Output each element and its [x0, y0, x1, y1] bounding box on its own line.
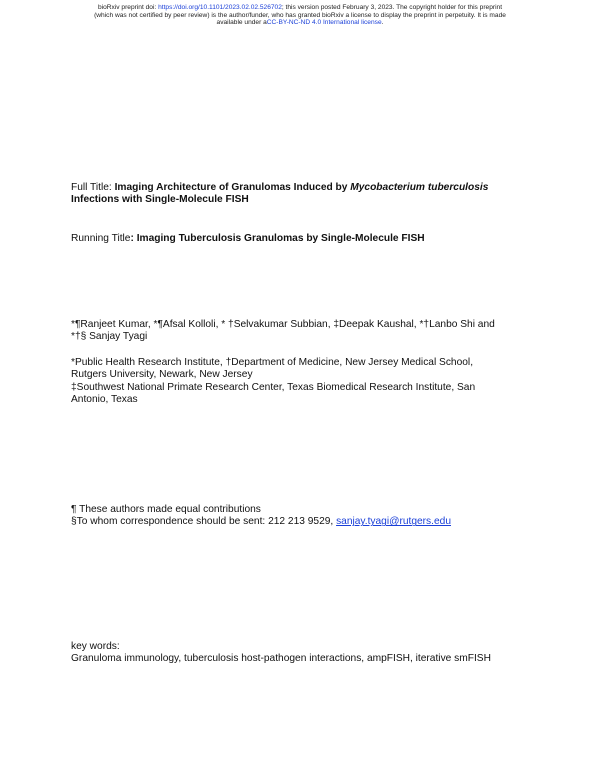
running-title-text: : Imaging Tuberculosis Granulomas by Single-Molecule FISH: [130, 233, 425, 244]
preprint-notice: [40, 4, 560, 27]
email-link[interactable]: sanjay.tyagi@rutgers.edu: [336, 516, 451, 528]
keywords: [71, 641, 541, 666]
author-line-2: *†§ Sanjay Tyagi: [71, 331, 148, 343]
preprint-notice-line-2: (which was not certified by peer review) is the author/funder, who has granted bioRxiv a license to display the preprint in perpetuity. It is made: [94, 11, 506, 19]
full-title-line-1: Full Title: Imaging Architecture of Granulomas Induced by Mycobacterium tuberculosis: [71, 182, 489, 193]
keywords-text: Granuloma immunology, tuberculosis host-pathogen interactions, ampFISH, iterative smFISH: [71, 653, 491, 665]
affiliation-line-4: Antonio, Texas: [71, 394, 138, 406]
preprint-notice-line-3: available under aCC-BY-NC-ND 4.0 International license.: [216, 19, 384, 27]
equal-contribution-note: ¶ These authors made equal contributions: [71, 504, 261, 515]
running-title: [71, 233, 541, 245]
author-notes: [71, 504, 541, 529]
full-title-label: Full Title:: [71, 182, 115, 193]
author-line-1: *¶Ranjeet Kumar, *¶Afsal Kolloli, * †Selvakumar Subbian, ‡Deepak Kaushal, *†Lanbo Shi and: [71, 319, 495, 330]
license-link[interactable]: CC-BY-NC-ND 4.0 International license: [266, 19, 382, 27]
affiliation-line-2: Rutgers University, Newark, New Jersey: [71, 369, 253, 381]
affiliation-line-3: ‡Southwest National Primate Research Center, Texas Biomedical Research Institute, San: [71, 381, 476, 393]
author-list: [71, 319, 541, 344]
running-title-label: Running Title: [71, 233, 131, 244]
affiliation-line-1: *Public Health Research Institute, †Department of Medicine, New Jersey Medical School,: [71, 357, 474, 368]
doi-link[interactable]: https://doi.org/10.1101/2023.02.02.526702: [158, 4, 282, 11]
preprint-notice-line-1: bioRxiv preprint doi: https://doi.org/10.1101/2023.02.02.526702; this version posted February 3, 2023. The copyright holder for this preprint: [97, 4, 503, 11]
affiliations: [71, 357, 541, 407]
organism-name: Mycobacterium tuberculosis: [350, 182, 489, 193]
full-title: [71, 182, 541, 207]
correspondence-note: §To whom correspondence should be sent: 212 213 9529, sanjay.tyagi@rutgers.edu: [71, 516, 451, 528]
full-title-line-2: Infections with Single-Molecule FISH: [71, 194, 249, 206]
keywords-label: key words:: [71, 641, 120, 652]
